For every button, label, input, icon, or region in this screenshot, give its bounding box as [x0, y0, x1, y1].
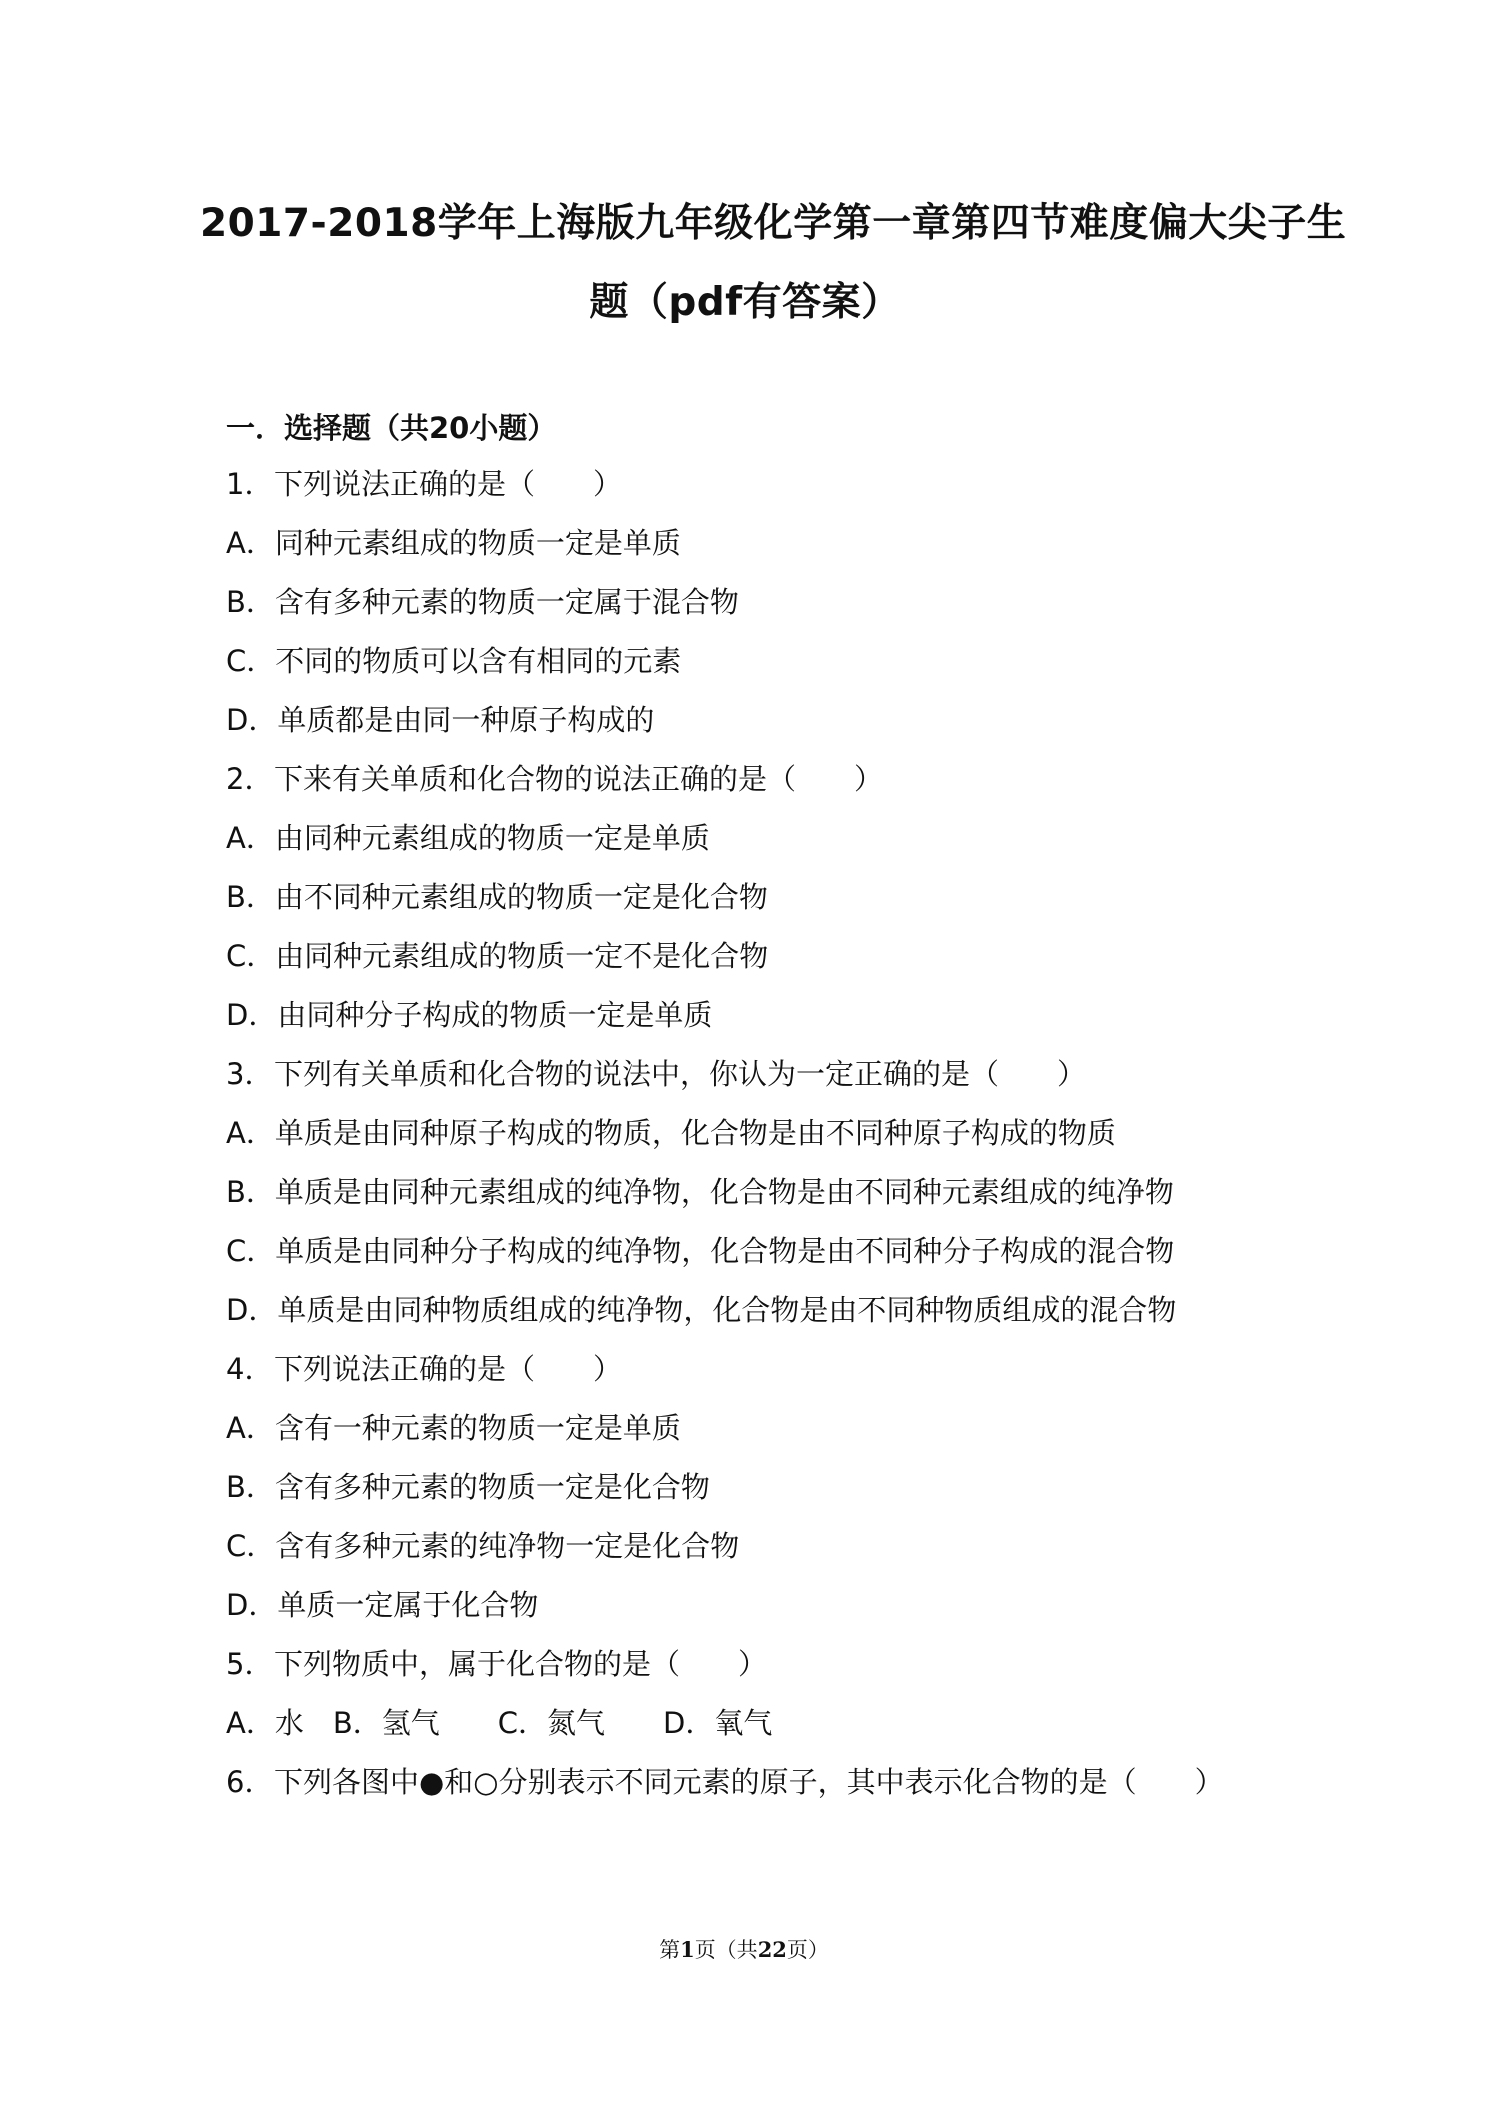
document-title-line-1: 2017-2018学年上海版九年级化学第一章第四节难度偏大尖子生	[200, 201, 1347, 246]
line-label: 1．	[226, 467, 274, 501]
question-2-option-b	[226, 875, 1346, 934]
footer-suffix: 页）	[786, 1938, 829, 1962]
line-text: 由同种元素组成的物质一定是单质	[274, 821, 710, 855]
line-text: 下列说法正确的是（ ）	[274, 1352, 623, 1386]
line-text: 下列说法正确的是（ ）	[274, 467, 623, 501]
question-6-stem	[226, 1760, 1346, 1819]
line-text: 不同的物质可以含有相同的元素	[275, 644, 682, 678]
line-text: 下列有关单质和化合物的说法中，你认为一定正确的是（ ）	[274, 1057, 1087, 1091]
line-label: D．	[226, 1588, 278, 1622]
line-text: 水 B．氢气 C．氮气 D．氧气	[274, 1706, 773, 1740]
line-label: B．	[226, 1175, 275, 1209]
line-text: 下来有关单质和化合物的说法正确的是（ ）	[274, 762, 884, 796]
question-1-option-d	[226, 698, 1346, 757]
question-1-stem	[226, 462, 1346, 521]
line-label: B．	[226, 1470, 275, 1504]
question-2-stem	[226, 757, 1346, 816]
question-1-option-b	[226, 580, 1346, 639]
line-label: 5．	[226, 1647, 274, 1681]
question-5-stem	[226, 1642, 1346, 1701]
footer-total-pages: 22	[757, 1937, 787, 1962]
line-text: 单质是由同种分子构成的纯净物，化合物是由不同种分子构成的混合物	[275, 1234, 1175, 1268]
question-3-option-d	[226, 1288, 1346, 1347]
document-title-line-2: 题（pdf有答案）	[589, 280, 901, 325]
line-label: A．	[226, 526, 275, 560]
line-label: 2．	[226, 762, 274, 796]
line-text: 单质一定属于化合物	[277, 1588, 539, 1622]
line-label: C．	[226, 939, 276, 973]
line-label: A．	[226, 1706, 275, 1740]
footer-page-number: 1	[680, 1937, 695, 1962]
line-text: 含有一种元素的物质一定是单质	[274, 1411, 681, 1445]
line-label: A．	[226, 1116, 275, 1150]
line-label: D．	[226, 1293, 278, 1327]
line-label: B．	[226, 585, 275, 619]
question-3-stem	[226, 1052, 1346, 1111]
section-heading: 一．选择题（共20小题）	[226, 411, 557, 445]
line-text: 由同种分子构成的物质一定是单质	[277, 998, 713, 1032]
line-text: 含有多种元素的物质一定是化合物	[274, 1470, 710, 1504]
question-4-stem	[226, 1347, 1346, 1406]
line-text: 含有多种元素的纯净物一定是化合物	[275, 1529, 740, 1563]
line-label: C．	[226, 1529, 276, 1563]
line-text: 含有多种元素的物质一定属于混合物	[274, 585, 739, 619]
question-2-option-d	[226, 993, 1346, 1052]
line-text: 单质都是由同一种原子构成的	[277, 703, 655, 737]
line-label: A．	[226, 1411, 275, 1445]
question-2-option-c	[226, 934, 1346, 993]
line-text: 单质是由同种原子构成的物质，化合物是由不同种原子构成的物质	[274, 1116, 1116, 1150]
line-text: 下列各图中●和○分别表示不同元素的原子，其中表示化合物的是（ ）	[274, 1765, 1224, 1799]
question-3-option-b	[226, 1170, 1346, 1229]
line-label: D．	[226, 703, 278, 737]
question-1-option-c	[226, 639, 1346, 698]
line-text: 由不同种元素组成的物质一定是化合物	[274, 880, 768, 914]
question-3-option-c	[226, 1229, 1346, 1288]
line-text: 单质是由同种物质组成的纯净物，化合物是由不同种物质组成的混合物	[277, 1293, 1177, 1327]
line-label: C．	[226, 1234, 276, 1268]
question-5-options	[226, 1701, 1346, 1760]
line-text: 下列物质中，属于化合物的是（ ）	[274, 1647, 768, 1681]
question-4-option-a	[226, 1406, 1346, 1465]
page-footer	[0, 1934, 1488, 1964]
question-1-option-a	[226, 521, 1346, 580]
line-text: 同种元素组成的物质一定是单质	[274, 526, 681, 560]
line-label: A．	[226, 821, 275, 855]
question-list	[226, 462, 1346, 1819]
line-label: C．	[226, 644, 276, 678]
line-label: 4．	[226, 1352, 274, 1386]
line-text: 由同种元素组成的物质一定不是化合物	[275, 939, 769, 973]
question-3-option-a	[226, 1111, 1346, 1170]
question-4-option-d	[226, 1583, 1346, 1642]
line-label: 6．	[226, 1765, 274, 1799]
line-text: 单质是由同种元素组成的纯净物，化合物是由不同种元素组成的纯净物	[274, 1175, 1174, 1209]
line-label: D．	[226, 998, 278, 1032]
line-label: 3．	[226, 1057, 274, 1091]
footer-middle: 页（共	[694, 1938, 758, 1962]
footer-prefix: 第	[659, 1938, 681, 1962]
question-4-option-b	[226, 1465, 1346, 1524]
question-4-option-c	[226, 1524, 1346, 1583]
question-2-option-a	[226, 816, 1346, 875]
line-label: B．	[226, 880, 275, 914]
